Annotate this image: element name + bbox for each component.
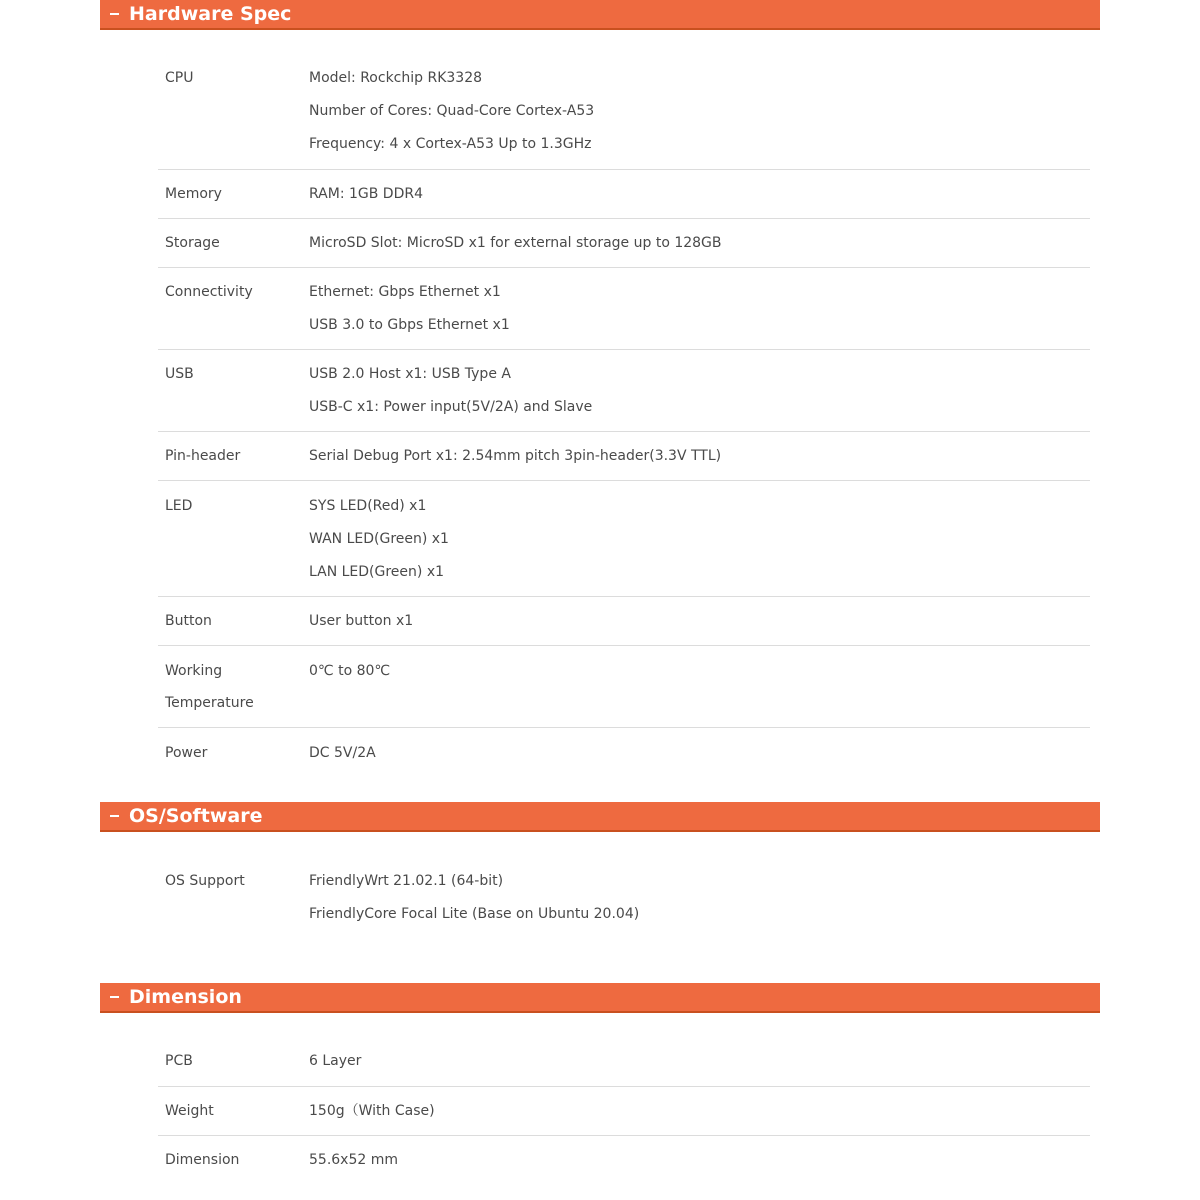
spec-value: RAM: 1GB DDR4	[309, 186, 423, 202]
spec-value: WAN LED(Green) x1	[309, 531, 449, 547]
section-title: Dimension	[129, 986, 242, 1008]
spec-row-pcb	[158, 1037, 1090, 1087]
spec-label: Power	[165, 745, 208, 761]
spec-label: Working Temperature	[165, 663, 254, 711]
spec-values	[309, 655, 1069, 688]
spec-values	[309, 276, 1069, 342]
spec-value: 55.6x52 mm	[309, 1152, 398, 1168]
spec-row-connectivity	[158, 268, 1090, 350]
spec-label: Storage	[165, 235, 220, 251]
section-header-os-software[interactable]	[100, 802, 1100, 832]
collapse-icon[interactable]	[110, 13, 119, 15]
spec-row-working-temperature	[158, 646, 1090, 728]
spec-row-storage	[158, 219, 1090, 268]
spec-row-os-support	[158, 857, 1090, 939]
spec-value: Model: Rockchip RK3328	[309, 70, 483, 86]
spec-row-cpu	[158, 54, 1090, 170]
spec-values	[309, 1095, 1069, 1128]
spec-value: USB 2.0 Host x1: USB Type A	[309, 366, 511, 382]
spec-values	[309, 62, 1069, 161]
spec-values	[309, 227, 1069, 260]
spec-label: Weight	[165, 1103, 214, 1119]
spec-value: User button x1	[309, 613, 414, 629]
spec-values	[309, 1144, 1069, 1177]
spec-value: FriendlyCore Focal Lite (Base on Ubuntu 20.04)	[309, 906, 640, 922]
spec-label: LED	[165, 498, 193, 514]
spec-values	[309, 737, 1069, 770]
spec-values	[309, 605, 1069, 638]
section-header-hardware-spec[interactable]	[100, 0, 1100, 30]
spec-label: Button	[165, 613, 212, 629]
spec-row-pin-header	[158, 432, 1090, 481]
spec-label: CPU	[165, 70, 194, 86]
spec-label: Pin-header	[165, 448, 241, 464]
spec-label: Connectivity	[165, 284, 253, 300]
spec-label: PCB	[165, 1053, 193, 1069]
spec-row-led	[158, 481, 1090, 597]
spec-value: Number of Cores: Quad-Core Cortex-A53	[309, 103, 595, 119]
spec-values	[309, 865, 1069, 931]
spec-row-memory	[158, 170, 1090, 219]
spec-row-dimension	[158, 1136, 1090, 1186]
section-header-dimension[interactable]	[100, 983, 1100, 1013]
spec-label: Dimension	[165, 1152, 240, 1168]
spec-value: USB 3.0 to Gbps Ethernet x1	[309, 317, 510, 333]
spec-value: DC 5V/2A	[309, 745, 376, 761]
hardware-spec-table	[158, 54, 1090, 778]
spec-values	[309, 358, 1069, 424]
spec-value: Serial Debug Port x1: 2.54mm pitch 3pin-header(3.3V TTL)	[309, 448, 722, 464]
collapse-icon[interactable]	[110, 996, 119, 998]
spec-label: Memory	[165, 186, 222, 202]
spec-row-weight	[158, 1087, 1090, 1136]
spec-value: LAN LED(Green) x1	[309, 564, 445, 580]
spec-values	[309, 178, 1069, 211]
spec-value: MicroSD Slot: MicroSD x1 for external storage up to 128GB	[309, 235, 722, 251]
spec-value: SYS LED(Red) x1	[309, 498, 427, 514]
spec-value: 150g（With Case)	[309, 1103, 435, 1119]
spec-values	[309, 1045, 1069, 1078]
collapse-icon[interactable]	[110, 815, 119, 817]
spec-values	[309, 440, 1069, 473]
section-title: Hardware Spec	[129, 3, 292, 25]
spec-row-usb	[158, 350, 1090, 432]
spec-row-power	[158, 728, 1090, 778]
spec-values	[309, 490, 1069, 589]
spec-value: 6 Layer	[309, 1053, 362, 1069]
section-title: OS/Software	[129, 805, 263, 827]
spec-value: Frequency: 4 x Cortex-A53 Up to 1.3GHz	[309, 136, 592, 152]
spec-value: FriendlyWrt 21.02.1 (64-bit)	[309, 873, 504, 889]
dimension-table	[158, 1037, 1090, 1186]
spec-value: USB-C x1: Power input(5V/2A) and Slave	[309, 399, 593, 415]
spec-label: USB	[165, 366, 194, 382]
os-software-table	[158, 857, 1090, 939]
spec-value: 0℃ to 80℃	[309, 663, 391, 679]
spec-label: OS Support	[165, 873, 245, 889]
spec-value: Ethernet: Gbps Ethernet x1	[309, 284, 501, 300]
spec-row-button	[158, 597, 1090, 646]
